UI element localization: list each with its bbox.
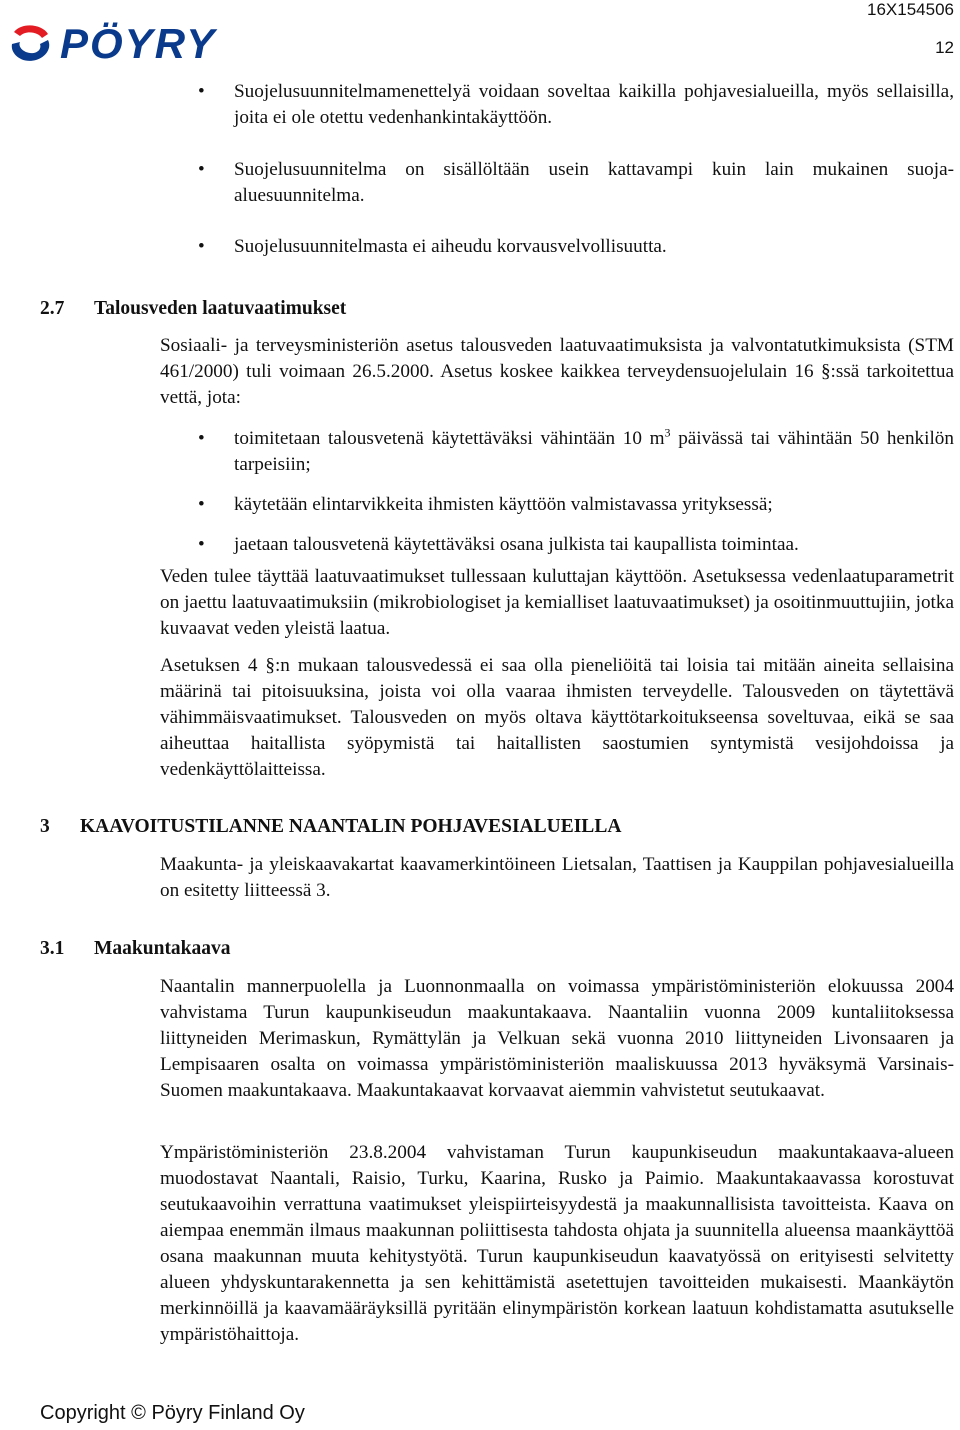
copyright-footer: Copyright © Pöyry Finland Oy: [40, 1402, 305, 1424]
paragraph: Naantalin mannerpuolella ja Luonnonmaalla on voimassa ympäristöministeriön elokuussa 2004 vahvistama Turun kaupunkiseudun maakuntakaava. Naantaliin vuonna 2009 kuntaliitoksessa liittyneiden Merimaskun, Rymättylän ja Velkuan sekä vuonna 2010 liittyneiden Livonsaaren ja Lempisaaren osalta on voimassa ympäristöministeriön maaliskuussa 2013 hyväksymä Varsinais-Suomen maakuntakaava. Maakuntakaavat korvaavat aiemmin vahvistetut seutukaavat.: [160, 976, 954, 1101]
paragraph: Veden tulee täyttää laatuvaatimukset tullessaan kuluttajan käyttöön. Asetuksessa vedenlaatuparametrit on jaettu laatuvaatimuksiin (mikrobiologiset ja kemialliset laatuvaatimukset) ja osoitinmuuttujiin, jotka kuvaavat veden yleistä laatua.: [160, 566, 954, 639]
section-heading: [40, 938, 231, 960]
bullet-icon: •: [198, 428, 205, 449]
paragraph: Sosiaali- ja terveysministeriön asetus talousveden laatuvaatimuksista ja valvontatutkimuksista (STM 461/2000) tuli voimaan 26.5.2000. Asetus koskee kaikkea terveydensuojelulain 16 §:ssä tarkoitettua vettä, jota:: [160, 335, 954, 408]
section-number: 3.1: [40, 938, 65, 959]
bullet-list-requirements: [160, 426, 954, 558]
section-title: Talousveden laatuvaatimukset: [94, 298, 347, 319]
bullet-list-top: [160, 79, 954, 260]
document-id: 16X154506: [867, 0, 954, 19]
bullet-icon: •: [198, 81, 205, 102]
bullet-icon: •: [198, 494, 205, 515]
list-item: • Suojelusuunnitelmamenettelyä voidaan soveltaa kaikilla pohjavesialueilla, myös sellaisilla, joita ei ole otettu vedenhankintakäyttöön.: [198, 81, 954, 128]
section-title: Maakuntakaava: [94, 938, 231, 959]
section-number: 2.7: [40, 298, 65, 319]
list-item: • Suojelusuunnitelmasta ei aiheudu korvausvelvollisuutta.: [160, 234, 954, 260]
poyry-swirl-icon: [8, 24, 54, 64]
logo-wordmark: PÖYRY: [60, 20, 217, 67]
chapter-number: 3: [40, 816, 50, 837]
chapter-heading: [40, 816, 621, 838]
list-item: • toimitetaan talousvetenä käytettäväksi vähintään 10 $m^3$ päivässä tai vähintään 50 henkilön tarpeisiin;: [198, 425, 954, 475]
paragraph: Ympäristöministeriön 23.8.2004 vahvistaman Turun kaupunkiseudun maakuntakaava-alueen muodostavat Naantali, Raisio, Turku, Kaarina, Rusko ja Paimio. Maakuntakaavassa korostuvat seutukaavoihin verrattuna vaatimukset yleispiirteisyydestä ja maakunnallisista tavoitteista. Kaava on aiempaa enemmän ilmaus maakunnan poliittisesta tahdosta ohjata ja suunnitella alueensa maankäyttöä osana maakunnan muuta kehitystyötä. Turun kaupunkiseudun kaavatyössä on erityisesti selvitetty alueen yhdyskuntarakennetta ja sen kehittämistä asetettujen tavoitteiden mukaisesti. Maankäytön merkinnöillä ja kaavamääräyksillä pyritään elinympäristön korkean laatuun kohdistamatta asutukselle ympäristöhaittoja.: [160, 1142, 954, 1345]
paragraph: Maakunta- ja yleiskaavakartat kaavamerkintöineen Lietsalan, Taattisen ja Kauppilan pohjavesialueilla on esitetty liitteessä 3.: [160, 854, 954, 901]
list-item: • käytetään elintarvikkeita ihmisten käyttöön valmistavassa yrityksessä;: [160, 492, 954, 518]
chapter-title: KAAVOITUSTILANNE NAANTALIN POHJAVESIALUEILLA: [80, 816, 622, 837]
bullet-icon: •: [198, 159, 205, 180]
company-logo: [8, 20, 217, 67]
list-item: • jaetaan talousvetenä käytettäväksi osana julkista tai kaupallista toimintaa.: [160, 532, 954, 558]
bullet-icon: •: [198, 534, 205, 555]
list-item: • Suojelusuunnitelma on sisällöltään usein kattavampi kuin lain mukainen suoja-aluesuunnitelma.: [198, 159, 954, 206]
section-heading: [40, 298, 346, 320]
paragraph: Asetuksen 4 §:n mukaan talousvedessä ei saa olla pieneliöitä tai loisia tai mitään aineita sellaisina määrinä tai pitoisuuksina, joista voi olla vaaraa ihmisten terveydelle. Talousveden on täytettävä vähimmäisvaatimukset. Talousveden on myös oltava käyttötarkoitukseensa soveltuvaa, eikä se saa aiheuttaa haitallista syöpymistä tai haitallisten saostumien syntymistä vesijohdoissa ja vedenkäyttölaitteissa.: [160, 655, 954, 780]
bullet-icon: •: [198, 236, 205, 257]
page-number: 12: [935, 38, 954, 57]
